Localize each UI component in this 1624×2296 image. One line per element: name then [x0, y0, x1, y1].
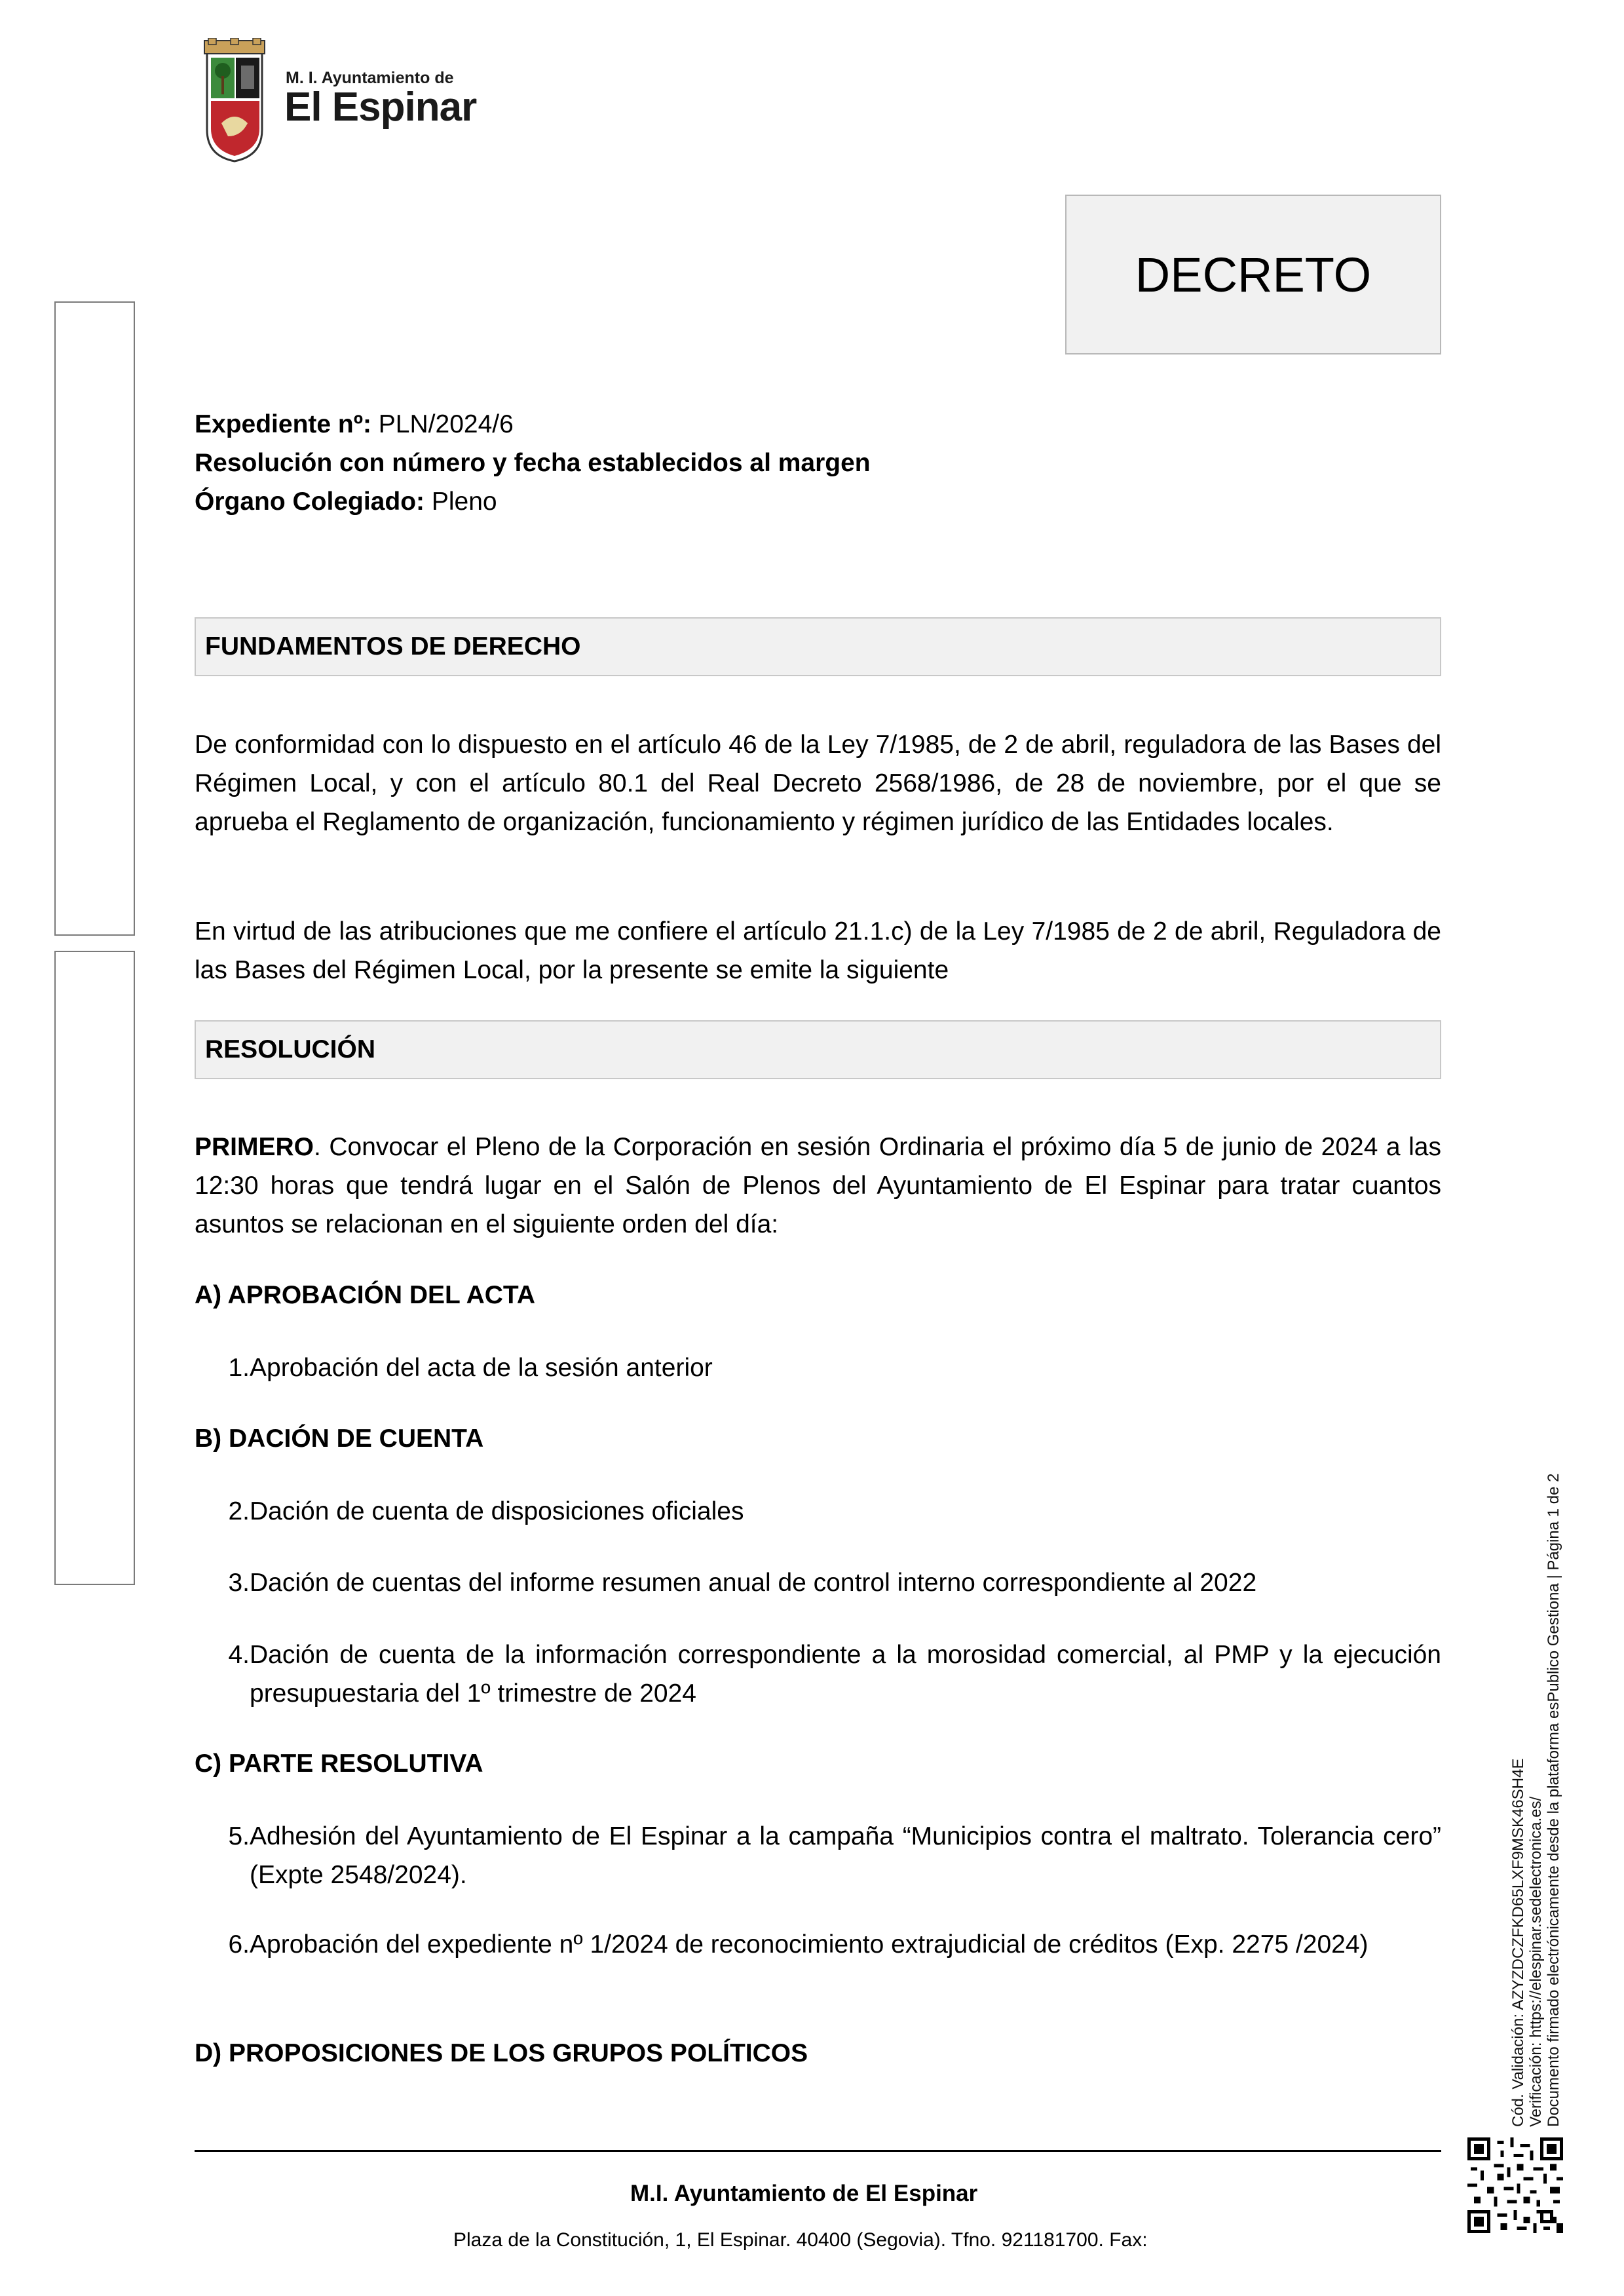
- section-heading-c: C) PARTE RESOLUTIVA: [195, 1750, 483, 1778]
- primero-paragraph: [195, 1128, 1441, 1244]
- footer-address: Plaza de la Constitución, 1, El Espinar. 40400 (Segovia). Tfno. 921181700. Fax:: [453, 2229, 1148, 2251]
- margin-stamp-box: [54, 951, 135, 1585]
- document-type-box: [1065, 195, 1441, 354]
- primero-label: PRIMERO: [195, 1133, 314, 1161]
- agenda-item-number: 4.: [228, 1641, 250, 1669]
- fundamentos-paragraph-2: En virtud de las atribuciones que me confiere el artículo 21.1.c) de la Ley 7/1985 de 2 de abril, Reguladora de las Bases del Régimen Local, por la presente se emite la siguiente: [195, 917, 1441, 984]
- organo-value: Pleno: [431, 488, 497, 516]
- agenda-item-text: Adhesión del Ayuntamiento de El Espinar a la campaña “Municipios contra el maltrato. Tolerancia cero” (Expte 2548/2024).: [250, 1822, 1441, 1889]
- organo-line: [195, 488, 497, 516]
- validation-code: Cód. Validación: AZYZDCZFKD65LXF9MSK46SH4E: [1509, 1758, 1527, 2127]
- footer-divider: [195, 2150, 1441, 2152]
- resolucion-header: RESOLUCIÓN: [195, 1020, 1441, 1079]
- primero-text: . Convocar el Pleno de la Corporación en sesión Ordinaria el próximo día 5 de junio de 2024 a las 12:30 horas que tendrá lugar en el Salón de Plenos del Ayuntamiento de El Espinar para tratar cuantos asuntos se relacionan en el siguiente orden del día:: [195, 1133, 1441, 1238]
- section-heading-a: A) APROBACIÓN DEL ACTA: [195, 1281, 535, 1309]
- fundamentos-header: FUNDAMENTOS DE DERECHO: [195, 617, 1441, 676]
- resolucion-line: Resolución con número y fecha establecidos al margen: [195, 449, 871, 477]
- expediente-line: [195, 410, 514, 439]
- agenda-item-text: Aprobación del expediente nº 1/2024 de reconocimiento extrajudicial de créditos (Exp. 2275 /2024): [250, 1930, 1369, 1959]
- document-type-label: DECRETO: [1135, 247, 1372, 302]
- agenda-item-text: Dación de cuentas del informe resumen anual de control interno correspondiente al 2022: [250, 1569, 1257, 1597]
- expediente-value: PLN/2024/6: [378, 410, 514, 438]
- logo-subtitle: M. I. Ayuntamiento de: [286, 69, 454, 87]
- expediente-label: Expediente nº:: [195, 410, 371, 438]
- section-heading-b: B) DACIÓN DE CUENTA: [195, 1425, 484, 1453]
- agenda-item-number: 3.: [228, 1569, 250, 1597]
- agenda-item-number: 6.: [228, 1930, 250, 1959]
- verification-url[interactable]: Verificación: https://elespinar.sedelectronica.es/: [1527, 1796, 1545, 2127]
- fundamentos-paragraph-1: De conformidad con lo dispuesto en el artículo 46 de la Ley 7/1985, de 2 de abril, reguladora de las Bases del Régimen Local, y con el artículo 80.1 del Real Decreto 2568/1986, de 28 de noviembre, por el que se aprueba el Reglamento de organización, funcionamiento y régimen jurídico de las Entidades locales.: [195, 731, 1441, 836]
- agenda-item-number: 1.: [228, 1354, 250, 1382]
- organo-label: Órgano Colegiado:: [195, 488, 425, 516]
- agenda-item-text: Dación de cuenta de disposiciones oficiales: [250, 1497, 744, 1525]
- agenda-item-number: 2.: [228, 1497, 250, 1525]
- logo-title: El Espinar: [284, 85, 477, 130]
- footer-organization-name: M.I. Ayuntamiento de El Espinar: [630, 2181, 978, 2206]
- agenda-item-text: Aprobación del acta de la sesión anterior: [250, 1354, 713, 1382]
- section-heading-d: D) PROPOSICIONES DE LOS GRUPOS POLÍTICOS: [195, 2039, 808, 2067]
- margin-signature-box: [54, 301, 135, 936]
- signature-note: Documento firmado electrónicamente desde la plataforma esPublico Gestiona | Página 1 de 2: [1545, 1473, 1562, 2127]
- agenda-item-text: Dación de cuenta de la información correspondiente a la morosidad comercial, al PMP y la ejecución presupuestaria del 1º trimestre de 2024: [250, 1641, 1441, 1708]
- agenda-item-number: 5.: [228, 1822, 250, 1850]
- qr-code-icon: [1467, 2137, 1563, 2233]
